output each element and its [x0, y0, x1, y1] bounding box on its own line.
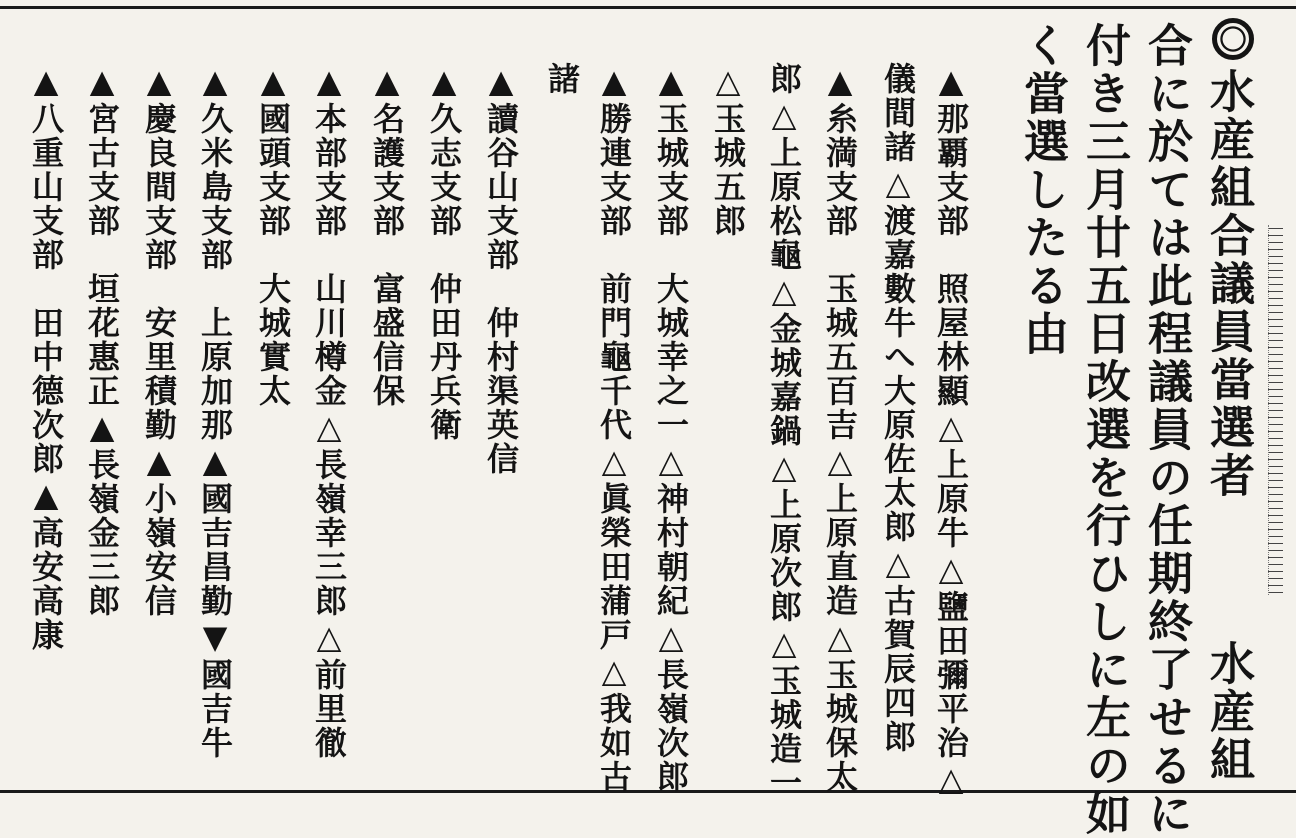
line-9-yomitanzan: ▲讀谷山支部 仲村渠英信 [482, 62, 520, 476]
top-rule [0, 6, 1296, 9]
line-1-naha: ▲那覇支部 照屋林顯△上原牛△鹽田彌平治△ [932, 62, 970, 800]
line-13-kunigami: ▲國頭支部 大城實太 [254, 62, 292, 408]
line-17-yaeyama: ▲八重山支部 田中德次郎▲高安高康 [27, 62, 65, 652]
article-title: 水産組合議員當選者 [1202, 68, 1255, 500]
line-6-tamagusuku: ▲玉城支部 大城幸之一△神村朝紀△長嶺次郎 [652, 62, 690, 794]
line-8-katsuren-cont: 諸 [543, 62, 581, 96]
line-14-kumejima: ▲久米島支部 上原加那▲國吉昌勤▼國吉牛 [196, 62, 234, 760]
line-5-itoman-cont: △玉城五郎 [709, 62, 747, 238]
lead-line-2: 合に於ては此程議員の任期終了せるに [1140, 22, 1193, 838]
circle-emblem-icon [1212, 18, 1254, 60]
line-10-kushi: ▲久志支部 仲田丹兵衛 [425, 62, 463, 442]
line-4-itoman-cont: 郎△上原松龜△金城嘉鍋△上原次郎△玉城造一 [765, 62, 803, 800]
line-11-nago: ▲名護支部 富盛信保 [368, 62, 406, 408]
lead-line-3: 付き三月廿五日改選を行ひしに左の如 [1078, 22, 1131, 838]
line-16-miyako: ▲宮古支部 垣花惠正▲長嶺金三郎 [83, 62, 121, 618]
line-7-katsuren: ▲勝連支部 前門龜千代△眞榮田蒲戸△我如古 [595, 62, 633, 794]
line-15-kerama: ▲慶良間支部 安里積勤▲小嶺安信 [140, 62, 178, 618]
lead-line-1: 水産組 [1202, 640, 1255, 784]
lead-line-4: く當選したる由 [1016, 22, 1069, 358]
wavy-divider [1268, 225, 1283, 595]
line-3-itoman: ▲糸満支部 玉城五百吉△上原直造△玉城保太 [821, 62, 859, 794]
line-2-naha-cont: 儀間諸△渡嘉數牛へ大原佐太郎△古賀辰四郎 [879, 62, 917, 754]
line-12-motobu: ▲本部支部 山川樽金△長嶺幸三郎△前里徹 [310, 62, 348, 760]
